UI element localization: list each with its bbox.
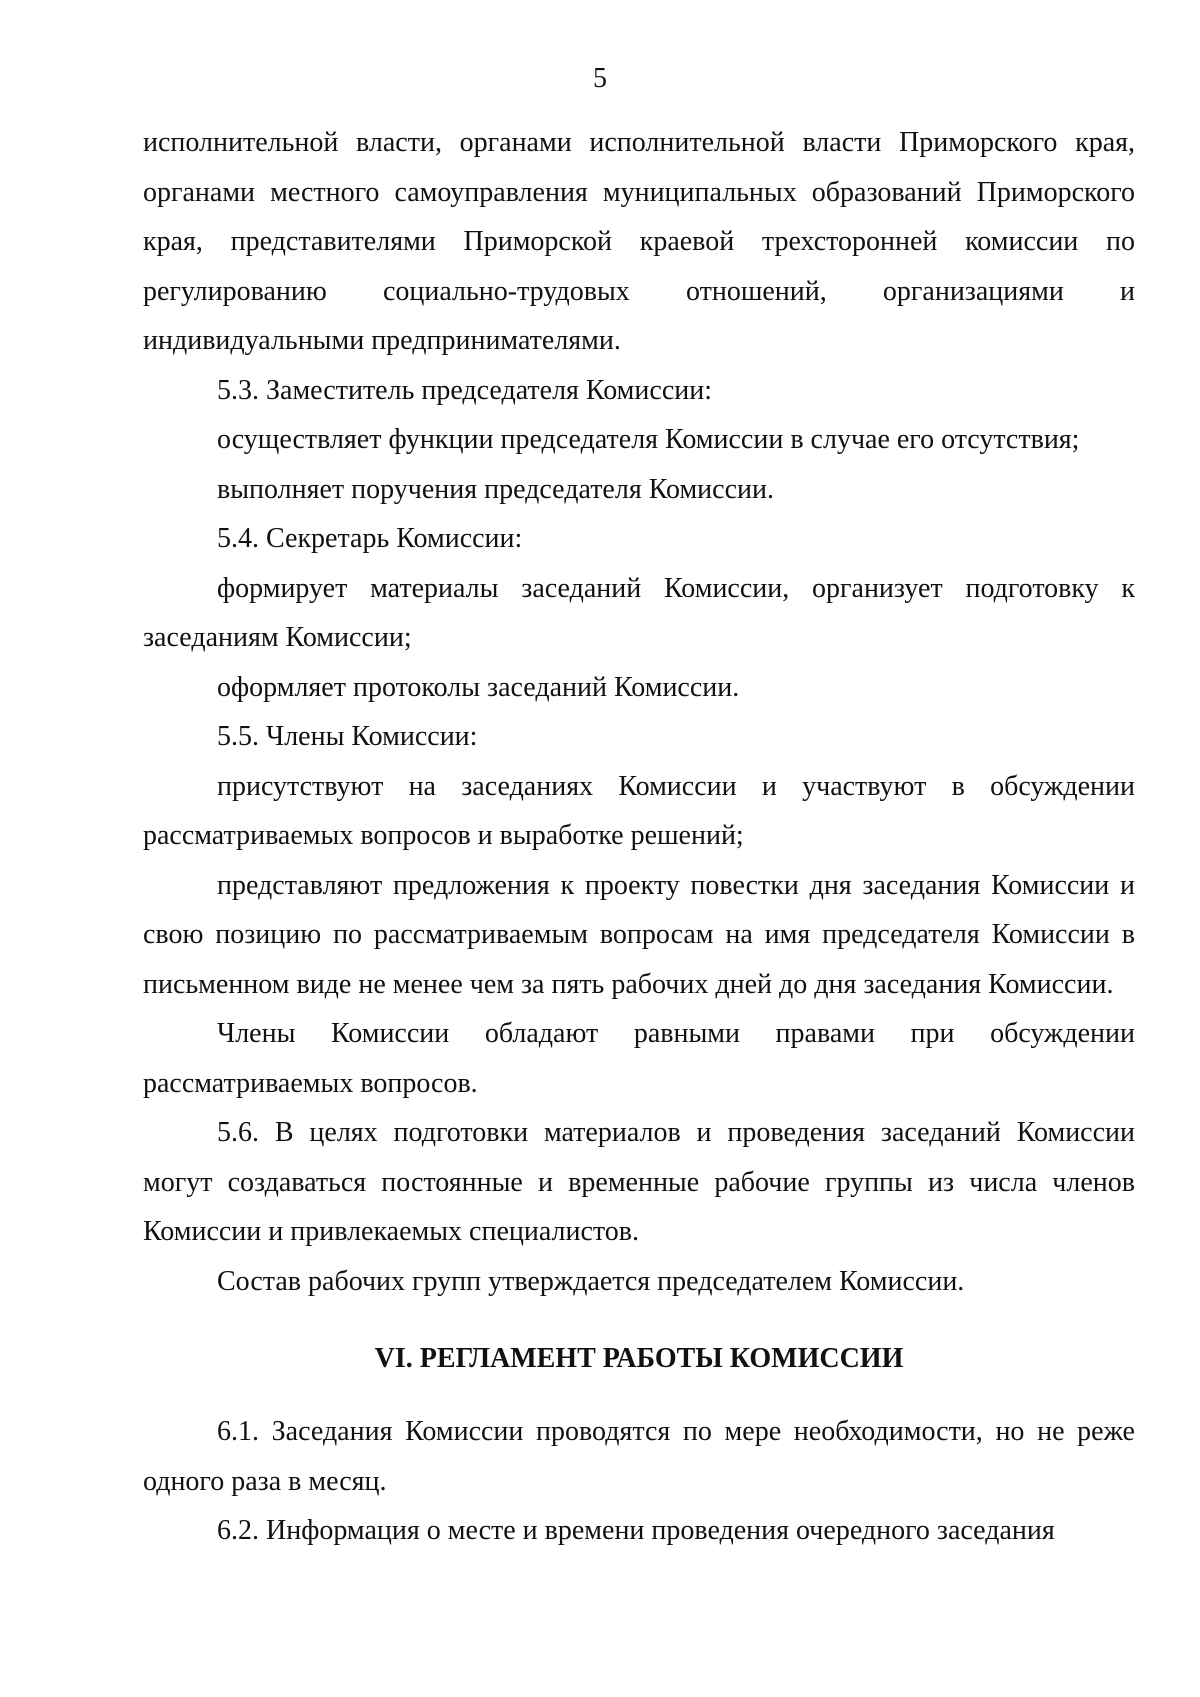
paragraph: оформляет протоколы заседаний Комиссии. — [217, 671, 740, 703]
document-body — [143, 118, 1135, 1556]
clause-5-3-heading: 5.3. Заместитель председателя Комиссии: — [217, 374, 712, 406]
paragraph: представляют предложения к проекту повестки дня заседания Комиссии и свою позицию по рассматриваемым вопросам на имя председателя Комиссии в письменном виде не менее чем за пять рабочих дней до дня заседания Комиссии. — [143, 869, 1135, 1000]
paragraph: выполняет поручения председателя Комиссии. — [217, 473, 774, 505]
clause-5-6: 5.6. В целях подготовки материалов и проведения заседаний Комиссии могут создаваться постоянные и временные рабочие группы из числа членов Комиссии и привлекаемых специалистов. — [143, 1117, 1135, 1247]
clause-6-2: 6.2. Информация о месте и времени проведения очередного заседания — [217, 1515, 1055, 1546]
paragraph: Члены Комиссии обладают равными правами при обсуждении рассматриваемых вопросов. — [143, 1018, 1135, 1099]
clause-5-4-heading: 5.4. Секретарь Комиссии: — [217, 523, 523, 554]
section-heading: VI. РЕГЛАМЕНТ РАБОТЫ КОМИССИИ — [374, 1343, 904, 1374]
paragraph: Состав рабочих групп утверждается председателем Комиссии. — [217, 1265, 965, 1297]
paragraph: формирует материалы заседаний Комиссии, организует подготовку к заседаниям Комиссии; — [143, 572, 1135, 653]
paragraph: присутствуют на заседаниях Комиссии и участвуют в обсуждении рассматриваемых вопросов и выработке решений; — [143, 770, 1135, 851]
clause-5-5-heading: 5.5. Члены Комиссии: — [217, 721, 478, 752]
paragraph: осуществляет функции председателя Комиссии в случае его отсутствия; — [217, 424, 1080, 455]
clause-6-1: 6.1. Заседания Комиссии проводятся по мере необходимости, но не реже одного раза в месяц. — [143, 1416, 1135, 1497]
page-number: 5 — [593, 63, 607, 94]
paragraph-continuation: исполнительной власти, органами исполнительной власти Приморского края, органами местного самоуправления муниципальных образований Приморского края, представителями Приморской краевой трехсторонней комиссии по регулированию социально-трудовых отношений, организациями и индивидуальными предпринимателями. — [143, 127, 1135, 356]
